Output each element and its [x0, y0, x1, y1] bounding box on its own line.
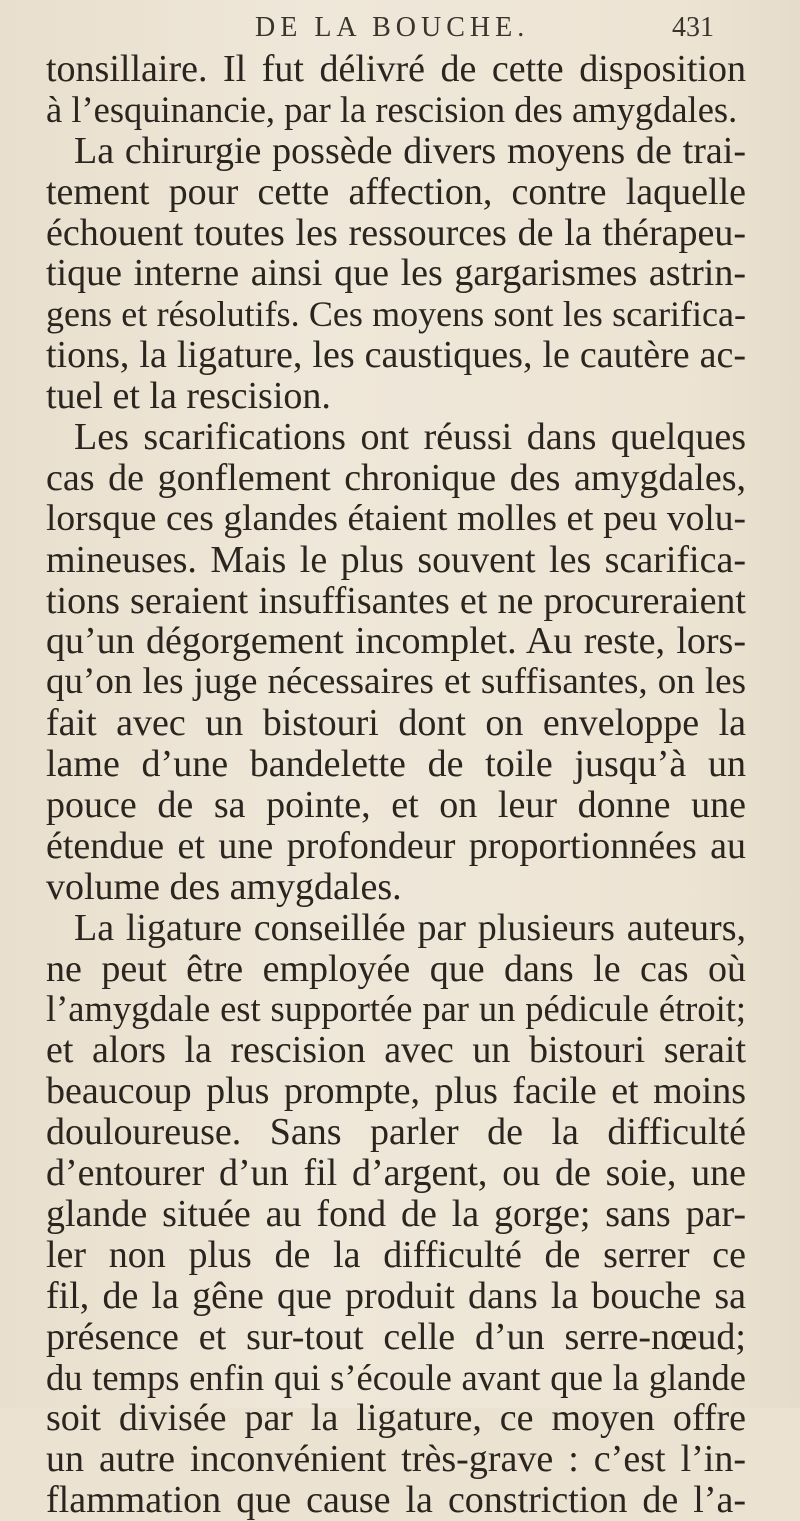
text-line: d’entourer d’un fil d’argent, ou de soie, une [46, 1152, 746, 1195]
text-line: tions seraient insuffisantes et ne procureraient [46, 579, 746, 622]
text-line: fil, de la gêne que produit dans la bouche sa [46, 1274, 746, 1317]
page-header [0, 12, 800, 52]
text-line: ler non plus de la difficulté de serrer ce [46, 1233, 746, 1276]
text-line: un autre inconvénient très-grave : c’est l’in- [46, 1438, 746, 1481]
text-line: lorsque ces glandes étaient molles et peu volu- [46, 497, 746, 539]
text-line: glande située au fond de la gorge; sans par- [46, 1192, 746, 1235]
text-line: Les scarifications ont réussi dans quelques [74, 416, 746, 459]
text-line: présence et sur-tout celle d’un serre-nœud; [46, 1315, 746, 1358]
text-line: lame d’une bandelette de toile jusqu’à un [46, 743, 746, 786]
body-text [46, 49, 746, 1521]
text-line: flammation que cause la constriction de l’a- [46, 1479, 746, 1521]
text-line: La ligature conseillée par plusieurs auteurs, [74, 906, 746, 949]
text-line: et alors la rescision avec un bistouri serait [46, 1029, 746, 1072]
text-line: volume des amygdales. [46, 865, 402, 908]
text-line: La chirurgie possède divers moyens de trai- [74, 129, 746, 172]
text-line: tique interne ainsi que les gargarismes astrin- [46, 252, 746, 295]
text-line: fait avec un bistouri dont on enveloppe la [46, 702, 746, 745]
text-line: cas de gonflement chronique des amygdales, [46, 456, 746, 499]
text-line: à l’esquinancie, par la rescision des amygdales. [46, 88, 738, 130]
page-number: 431 [672, 12, 714, 43]
text-line: mineuses. Mais le plus souvent les scarifica- [46, 538, 746, 581]
text-line: ne peut être employée que dans le cas où [46, 947, 746, 990]
text-line: soit divisée par la ligature, ce moyen offre [46, 1397, 746, 1440]
text-line: qu’on les juge nécessaires et suffisantes, on les [46, 661, 746, 703]
text-line: tions, la ligature, les caustiques, le cautère ac- [46, 334, 746, 377]
running-head: DE LA BOUCHE. [255, 12, 530, 43]
text-line: tuel et la rescision. [46, 375, 331, 418]
text-line: douloureuse. Sans parler de la difficulté [46, 1111, 746, 1154]
text-line: l’amygdale est supportée par un pédicule étroit; [46, 988, 746, 1030]
text-line: échouent toutes les ressources de la thérapeu- [46, 211, 746, 254]
text-line: qu’un dégorgement incomplet. Au reste, lors- [46, 620, 746, 663]
text-line: pouce de sa pointe, et on leur donne une [46, 784, 746, 827]
text-line: étendue et une profondeur proportionnées au [46, 824, 746, 867]
text-line: beaucoup plus prompte, plus facile et moins [46, 1070, 746, 1113]
text-line: du temps enfin qui s’écoule avant que la glande [46, 1356, 746, 1398]
text-line: gens et résolutifs. Ces moyens sont les scarifica- [46, 294, 746, 335]
text-line: tement pour cette affection, contre laquelle [46, 170, 746, 213]
text-line: tonsillaire. Il fut délivré de cette disposition [46, 48, 746, 90]
